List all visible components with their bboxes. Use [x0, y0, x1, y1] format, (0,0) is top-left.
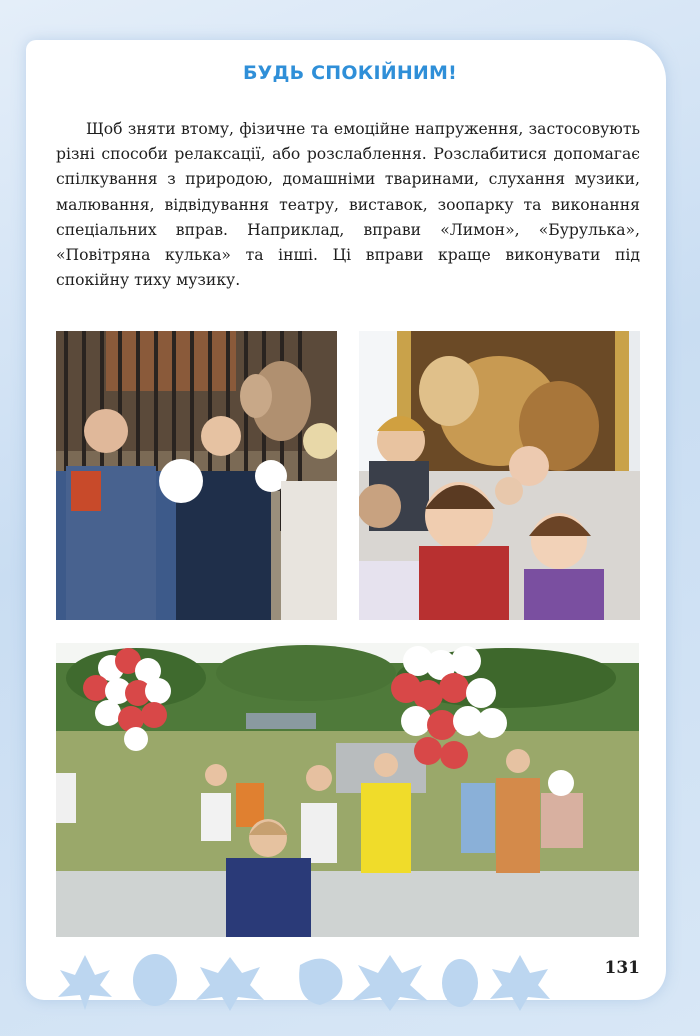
children-with-balloons-photo: [56, 643, 639, 937]
children-at-zoo-photo: [56, 331, 337, 620]
leaf-icon: [58, 954, 550, 1011]
body-paragraph: Щоб зняти втому, фізичне та емоційне напруження, застосовують різні способи релаксації, або розслаблення. Розслабитися допомагає спілкування з природою, домашніми тваринами, слухання музики, малювання, відвідування театру, виставок, зоопарку та виконання спеціальних вправ. Наприклад, вправи «Лимон», «Бурулька», «Повітряна кулька» та інші. Ці вправи краще виконувати під спокійну тиху музику.: [56, 120, 640, 290]
children-at-museum-photo: [359, 331, 640, 620]
leaf-decoration: [50, 945, 570, 1015]
page-title: БУДЬ СПОКІЙНИМ!: [242, 62, 458, 84]
page-number: 131: [604, 958, 640, 978]
